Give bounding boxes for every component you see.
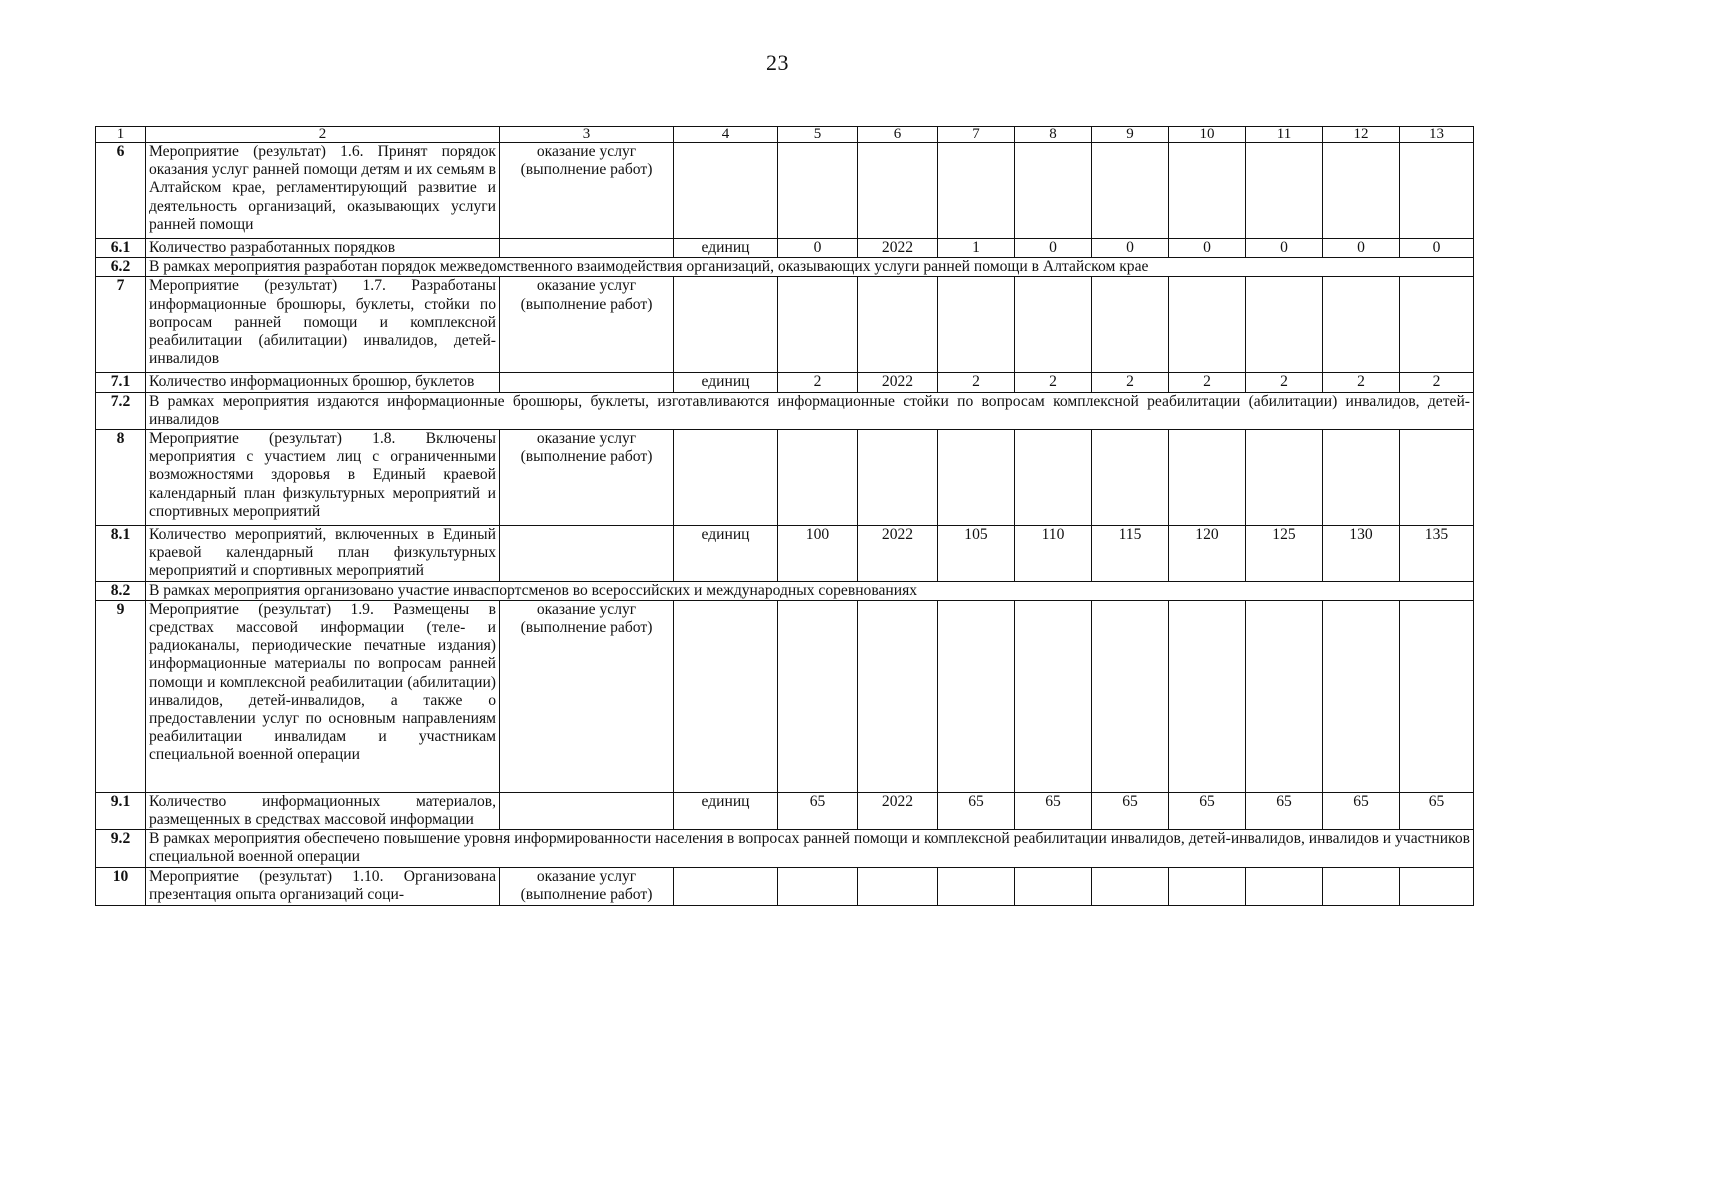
- empty-cell: [674, 277, 778, 373]
- event-row: [96, 277, 1474, 373]
- empty-cell: [1015, 867, 1092, 905]
- empty-cell: [1169, 430, 1246, 526]
- empty-cell: [1246, 600, 1323, 792]
- unit-cell: единиц: [674, 239, 778, 258]
- value-cell: 65: [1400, 792, 1474, 829]
- empty-cell: [674, 867, 778, 905]
- event-name: Мероприятие (результат) 1.8. Включены мероприятия с участием лиц с ограниченными возможностями здоровья в Единый краевой календарный план физкультурных мероприятий и спортивных мероприятий: [146, 430, 500, 526]
- value-cell: 65: [1015, 792, 1092, 829]
- empty-cell: [778, 277, 858, 373]
- empty-cell: [1015, 143, 1092, 239]
- row-number: 9.1: [96, 792, 146, 829]
- value-cell: 2: [1400, 373, 1474, 392]
- empty-cell: [858, 600, 938, 792]
- event-name: Мероприятие (результат) 1.10. Организована презентация опыта организаций соци-: [146, 867, 500, 905]
- indicator-name: Количество информационных материалов, размещенных в средствах массовой информации: [146, 792, 500, 829]
- empty-cell: [1169, 600, 1246, 792]
- indicator-row: [96, 239, 1474, 258]
- note-text: В рамках мероприятия организовано участие инваспортсменов во всероссийских и международных соревнованиях: [146, 581, 1474, 600]
- empty-cell: [1400, 600, 1474, 792]
- empty-cell: [1323, 277, 1400, 373]
- header-cell: 7: [938, 127, 1015, 143]
- row-number: 9: [96, 600, 146, 792]
- indicator-row: [96, 526, 1474, 582]
- empty-cell: [1246, 867, 1323, 905]
- empty-cell: [1015, 277, 1092, 373]
- empty-cell: [1323, 600, 1400, 792]
- empty-cell: [1092, 143, 1169, 239]
- empty-cell: [1323, 143, 1400, 239]
- empty-cell: [938, 143, 1015, 239]
- base-year-cell: 2022: [858, 526, 938, 582]
- row-number: 8.2: [96, 581, 146, 600]
- note-row: [96, 581, 1474, 600]
- row-number: 7.1: [96, 373, 146, 392]
- measures-table: [95, 126, 1474, 906]
- value-cell: 115: [1092, 526, 1169, 582]
- header-cell: 1: [96, 127, 146, 143]
- value-cell: 0: [1169, 239, 1246, 258]
- empty-cell: [1246, 430, 1323, 526]
- empty-cell: [500, 373, 674, 392]
- empty-cell: [1169, 143, 1246, 239]
- empty-cell: [778, 867, 858, 905]
- base-year-cell: 2022: [858, 373, 938, 392]
- empty-cell: [858, 277, 938, 373]
- empty-cell: [1400, 430, 1474, 526]
- note-text: В рамках мероприятия разработан порядок межведомственного взаимодействия организаций, оказывающих услуги ранней помощи в Алтайском крае: [146, 258, 1474, 277]
- base-value-cell: 2: [778, 373, 858, 392]
- note-row: [96, 392, 1474, 429]
- empty-cell: [858, 143, 938, 239]
- base-value-cell: 100: [778, 526, 858, 582]
- empty-cell: [674, 430, 778, 526]
- empty-cell: [858, 430, 938, 526]
- empty-cell: [1323, 430, 1400, 526]
- value-cell: 2: [1169, 373, 1246, 392]
- header-cell: 9: [1092, 127, 1169, 143]
- note-text: В рамках мероприятия издаются информационные брошюры, буклеты, изготавливаются информационные стойки по вопросам комплексной реабилитации (абилитации) инвалидов, детей-инвалидов: [146, 392, 1474, 429]
- empty-cell: [674, 600, 778, 792]
- header-cell: 5: [778, 127, 858, 143]
- empty-cell: [938, 277, 1015, 373]
- header-cell: 12: [1323, 127, 1400, 143]
- event-name: Мероприятие (результат) 1.7. Разработаны информационные брошюры, буклеты, стойки по вопросам ранней помощи и комплексной реабилитации (абилитации) инвалидов, детей-инвалидов: [146, 277, 500, 373]
- empty-cell: [1246, 277, 1323, 373]
- header-cell: 8: [1015, 127, 1092, 143]
- value-cell: 2: [1015, 373, 1092, 392]
- row-number: 7.2: [96, 392, 146, 429]
- empty-cell: [1092, 867, 1169, 905]
- empty-cell: [1169, 867, 1246, 905]
- header-cell: 3: [500, 127, 674, 143]
- empty-cell: [778, 143, 858, 239]
- value-cell: 135: [1400, 526, 1474, 582]
- row-number: 6: [96, 143, 146, 239]
- value-cell: 130: [1323, 526, 1400, 582]
- header-cell: 13: [1400, 127, 1474, 143]
- event-row: [96, 600, 1474, 792]
- header-cell: 10: [1169, 127, 1246, 143]
- empty-cell: [938, 867, 1015, 905]
- empty-cell: [1246, 143, 1323, 239]
- empty-cell: [1015, 430, 1092, 526]
- row-number: 8: [96, 430, 146, 526]
- page-number: 23: [766, 50, 789, 75]
- value-cell: 65: [1169, 792, 1246, 829]
- row-number: 7: [96, 277, 146, 373]
- empty-cell: [1169, 277, 1246, 373]
- event-type: оказание услуг (выполнение работ): [500, 277, 674, 373]
- unit-cell: единиц: [674, 373, 778, 392]
- empty-cell: [938, 430, 1015, 526]
- value-cell: 65: [938, 792, 1015, 829]
- value-cell: 110: [1015, 526, 1092, 582]
- base-year-cell: 2022: [858, 239, 938, 258]
- empty-cell: [778, 430, 858, 526]
- empty-cell: [500, 526, 674, 582]
- event-type: оказание услуг (выполнение работ): [500, 867, 674, 905]
- empty-cell: [1092, 277, 1169, 373]
- empty-cell: [1400, 867, 1474, 905]
- base-value-cell: 65: [778, 792, 858, 829]
- value-cell: 2: [938, 373, 1015, 392]
- row-number: 6.1: [96, 239, 146, 258]
- value-cell: 105: [938, 526, 1015, 582]
- empty-cell: [1323, 867, 1400, 905]
- value-cell: 0: [1323, 239, 1400, 258]
- empty-cell: [674, 143, 778, 239]
- unit-cell: единиц: [674, 792, 778, 829]
- empty-cell: [1092, 600, 1169, 792]
- event-row: [96, 143, 1474, 239]
- empty-cell: [938, 600, 1015, 792]
- value-cell: 0: [1092, 239, 1169, 258]
- indicator-name: Количество разработанных порядков: [146, 239, 500, 258]
- value-cell: 0: [1015, 239, 1092, 258]
- note-row: [96, 830, 1474, 867]
- value-cell: 2: [1092, 373, 1169, 392]
- row-number: 10: [96, 867, 146, 905]
- value-cell: 65: [1246, 792, 1323, 829]
- event-row: [96, 867, 1474, 905]
- header-cell: 11: [1246, 127, 1323, 143]
- unit-cell: единиц: [674, 526, 778, 582]
- empty-cell: [1400, 277, 1474, 373]
- event-name: Мероприятие (результат) 1.9. Размещены в средствах массовой информации (теле- и радиоканалы, периодические печатные издания) информационные материалы по вопросам ранней помощи и комплексной реабилитации (абилитации) инвалидов, детей-инвалидов, а также о предоставлении услуг по основным направлениям реабилитации инвалидам и участникам специальной военной операции: [146, 600, 500, 792]
- indicator-name: Количество информационных брошюр, буклетов: [146, 373, 500, 392]
- indicator-row: [96, 373, 1474, 392]
- empty-cell: [1400, 143, 1474, 239]
- row-number: 8.1: [96, 526, 146, 582]
- empty-cell: [778, 600, 858, 792]
- row-number: 9.2: [96, 830, 146, 867]
- value-cell: 2: [1323, 373, 1400, 392]
- value-cell: 65: [1092, 792, 1169, 829]
- base-year-cell: 2022: [858, 792, 938, 829]
- event-name: Мероприятие (результат) 1.6. Принят порядок оказания услуг ранней помощи детям и их семьям в Алтайском крае, регламентирующий развитие и деятельность организаций, оказывающих услуги ранней помощи: [146, 143, 500, 239]
- event-type: оказание услуг (выполнение работ): [500, 600, 674, 792]
- column-number-row: [96, 127, 1474, 143]
- value-cell: 125: [1246, 526, 1323, 582]
- note-text: В рамках мероприятия обеспечено повышение уровня информированности населения в вопросах ранней помощи и комплексной реабилитации инвалидов, детей-инвалидов, инвалидов и участников специальной военной операции: [146, 830, 1474, 867]
- value-cell: 65: [1323, 792, 1400, 829]
- event-row: [96, 430, 1474, 526]
- value-cell: 0: [1400, 239, 1474, 258]
- note-row: [96, 258, 1474, 277]
- value-cell: 1: [938, 239, 1015, 258]
- event-type: оказание услуг (выполнение работ): [500, 430, 674, 526]
- indicator-name: Количество мероприятий, включенных в Единый краевой календарный план физкультурных мероприятий и спортивных мероприятий: [146, 526, 500, 582]
- event-type: оказание услуг (выполнение работ): [500, 143, 674, 239]
- header-cell: 4: [674, 127, 778, 143]
- empty-cell: [1015, 600, 1092, 792]
- empty-cell: [500, 239, 674, 258]
- empty-cell: [500, 792, 674, 829]
- header-cell: 2: [146, 127, 500, 143]
- empty-cell: [1092, 430, 1169, 526]
- value-cell: 2: [1246, 373, 1323, 392]
- indicator-row: [96, 792, 1474, 829]
- value-cell: 0: [1246, 239, 1323, 258]
- row-number: 6.2: [96, 258, 146, 277]
- value-cell: 120: [1169, 526, 1246, 582]
- empty-cell: [858, 867, 938, 905]
- base-value-cell: 0: [778, 239, 858, 258]
- header-cell: 6: [858, 127, 938, 143]
